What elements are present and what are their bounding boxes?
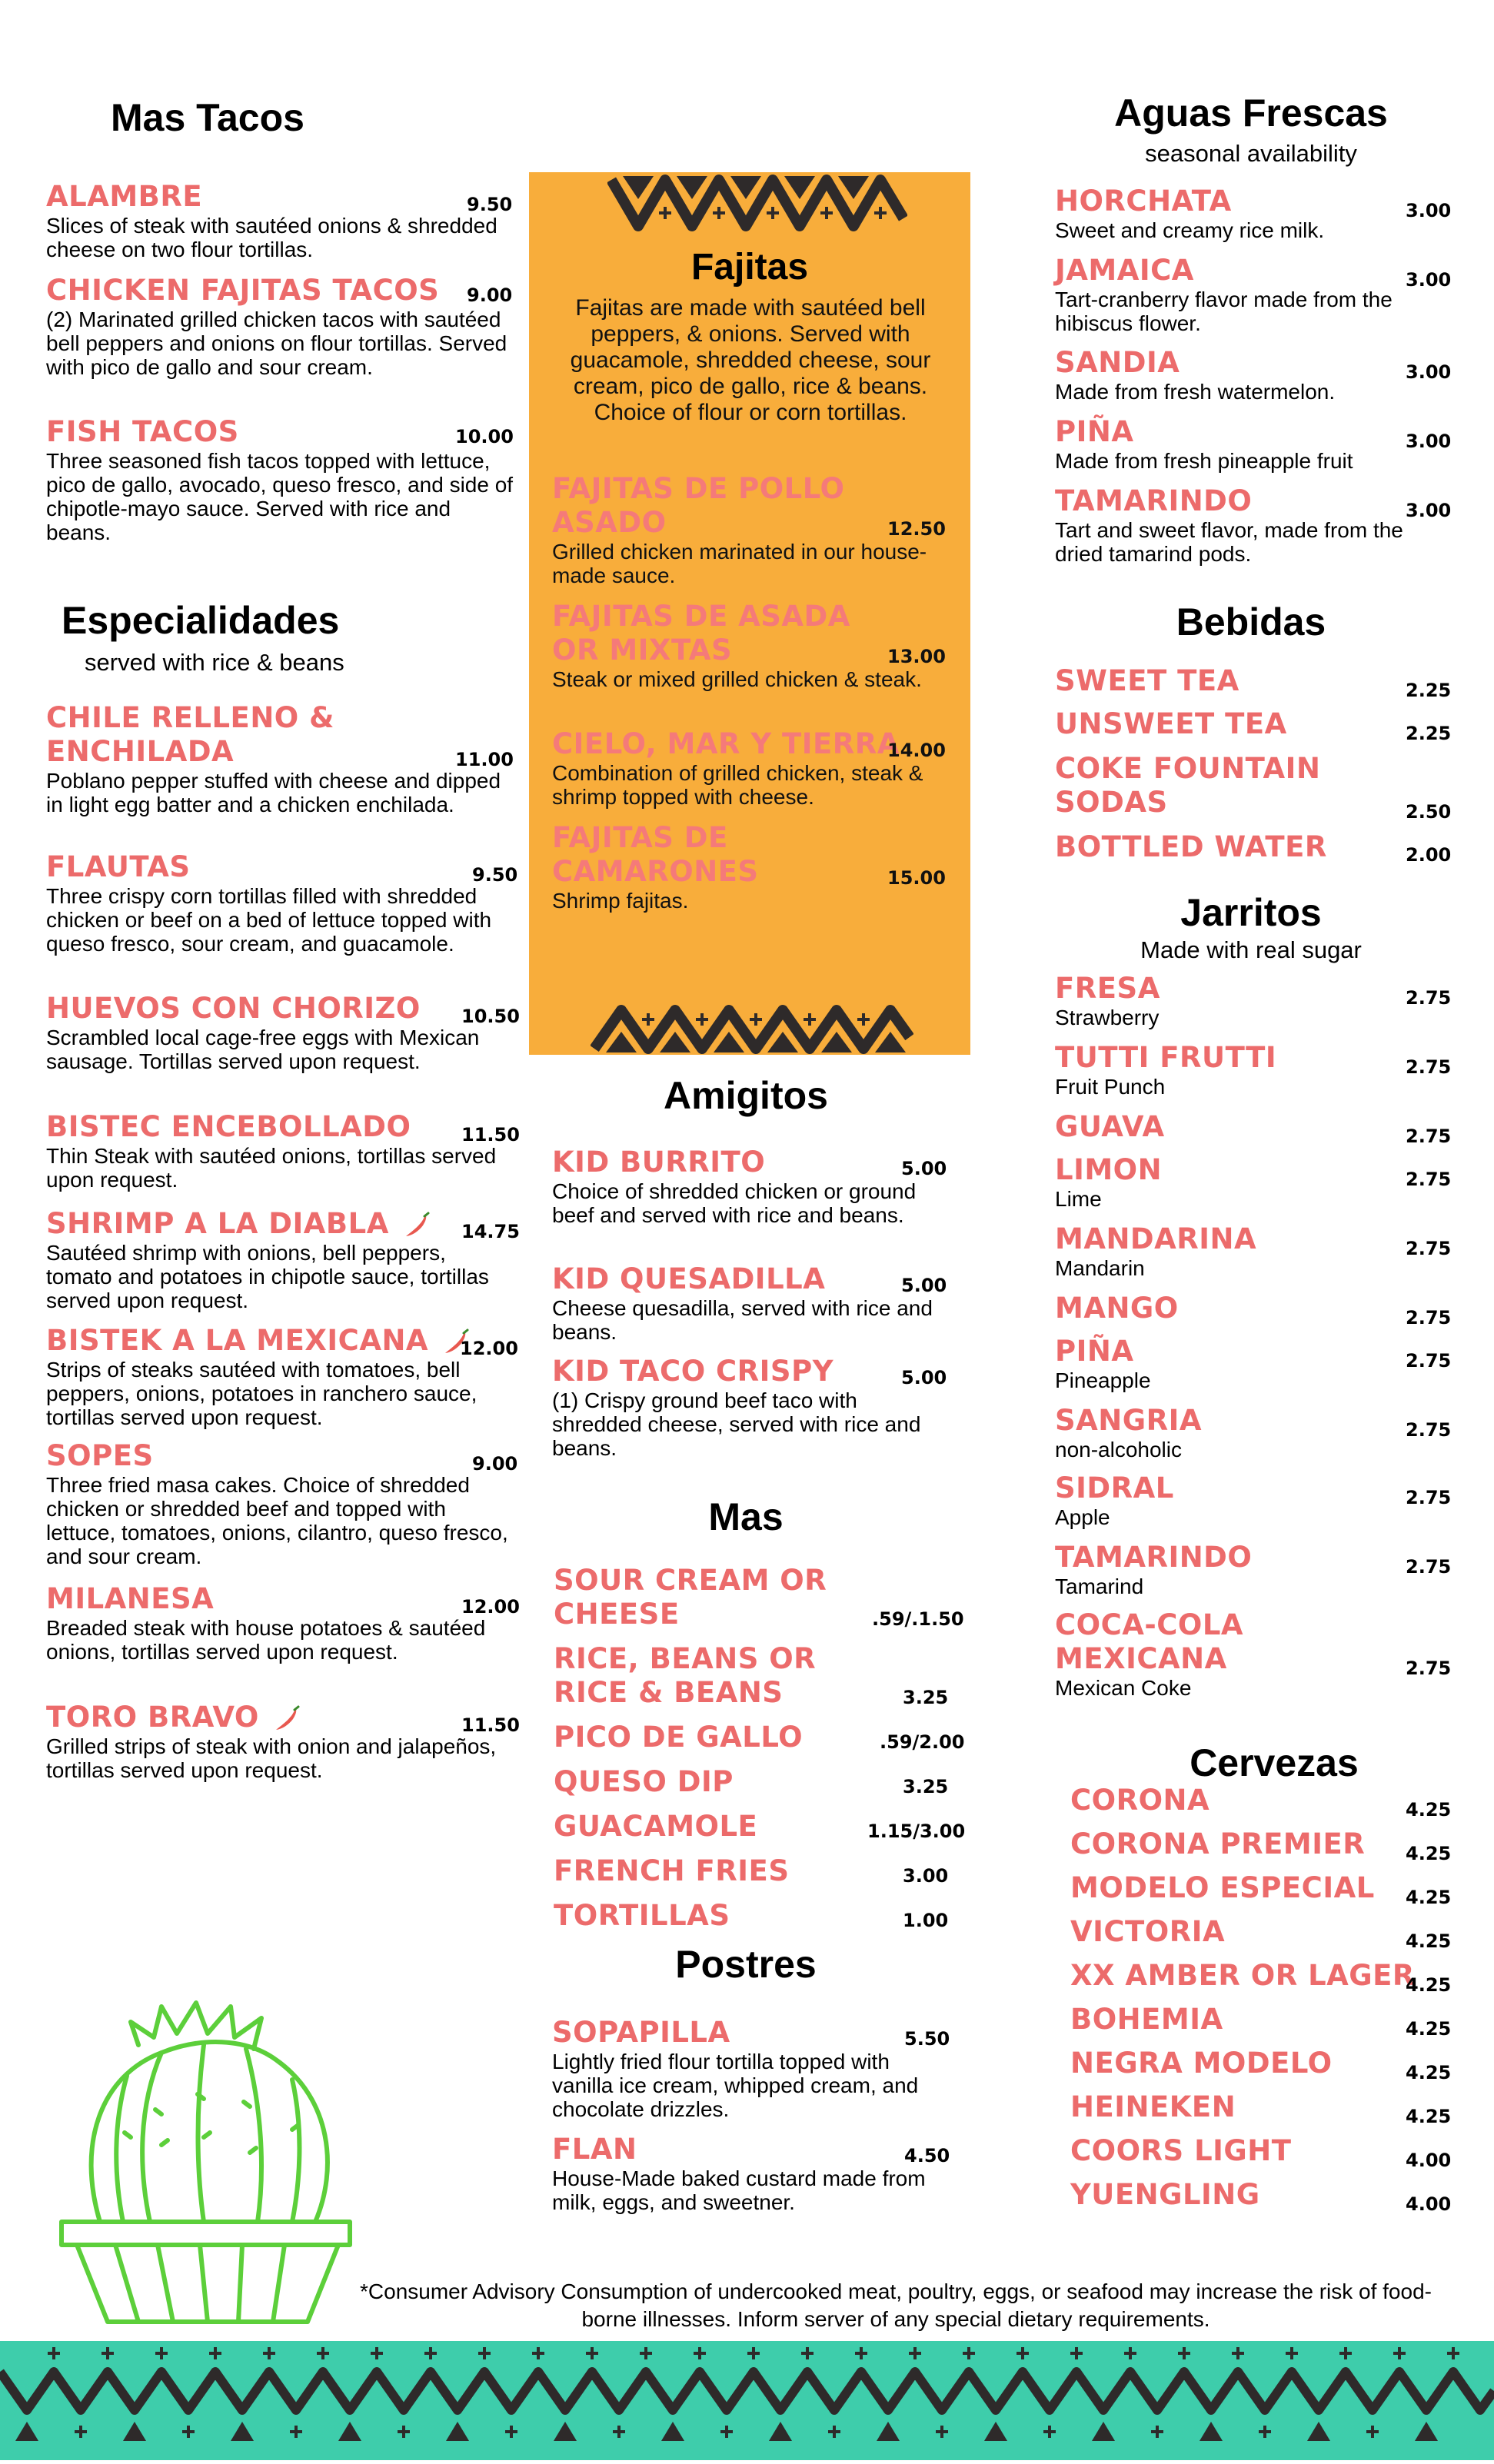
item-name: RICE, BEANS OR RICE & BEANS (554, 1642, 817, 1709)
menu-item (1055, 664, 1452, 701)
item-desc: Three seasoned fish tacos topped with lettuce, pico de gallo, avocado, queso fresco, and side of chipotle-mayo sauce. Served with rice and beans. (46, 449, 514, 544)
item-price: 12.00 (460, 1338, 518, 1359)
item-desc: Strawberry (1055, 1006, 1160, 1029)
item-name: JAMAICA (1055, 254, 1194, 287)
section-title-especialidades: Especialidades (62, 599, 340, 642)
item-desc: Apple (1055, 1505, 1110, 1529)
item-name: COORS LIGHT (1070, 2134, 1292, 2167)
item-price: .59/.1.50 (872, 1608, 964, 1630)
item-name: MANGO (1055, 1292, 1179, 1325)
item-desc: Lightly fried flour tortilla topped with vanilla ice cream, whipped cream, and chocolate drizzles. (552, 2050, 919, 2121)
item-name: KID QUESADILLA (552, 1262, 826, 1295)
item-desc: Made from fresh watermelon. (1055, 380, 1336, 404)
item-price: 9.50 (467, 194, 513, 215)
item-desc: Mexican Coke (1055, 1676, 1192, 1700)
section-title-jarritos: Jarritos (1180, 891, 1322, 934)
menu-item (1055, 1110, 1452, 1147)
item-name: BISTEK A LA MEXICANA (46, 1324, 515, 1358)
item-price: 5.00 (901, 1158, 947, 1179)
item-desc: Pineapple (1055, 1368, 1151, 1392)
item-price: 9.00 (467, 284, 513, 306)
menu-item (1070, 2134, 1455, 2171)
item-price: 2.75 (1406, 1056, 1452, 1078)
menu-item (1055, 484, 1452, 566)
item-name: SIDRAL (1055, 1471, 1174, 1505)
item-price: 3.00 (1406, 500, 1452, 521)
section-title-aguas-frescas: Aguas Frescas (1114, 91, 1388, 135)
item-price: 1.00 (903, 1910, 949, 1931)
item-name: KID BURRITO (552, 1146, 766, 1179)
item-name: FAJITAS DE CAMARONES (552, 821, 759, 888)
item-name: TAMARINDO (1055, 484, 1253, 517)
menu-item (552, 2016, 952, 2121)
item-price: 4.25 (1406, 1843, 1452, 1864)
chili-pepper-icon (403, 1212, 431, 1239)
item-name: ALAMBRE (46, 180, 203, 213)
item-name: FISH TACOS (46, 415, 239, 448)
menu-item (46, 1439, 518, 1568)
menu-item (46, 180, 515, 261)
menu-item (46, 701, 515, 816)
menu-item (1055, 1335, 1452, 1392)
item-price: 10.00 (455, 426, 514, 447)
section-title-amigitos: Amigitos (664, 1074, 828, 1117)
item-name: FAJITAS DE POLLO ASADO (552, 472, 845, 539)
item-name: QUESO DIP (554, 1765, 734, 1798)
zigzag-pattern-bottom (591, 1003, 913, 1055)
item-name: SANDIA (1055, 346, 1180, 379)
menu-item (554, 1564, 964, 1631)
item-name: PIÑA (1055, 415, 1134, 448)
menu-item (1055, 1608, 1452, 1700)
menu-item (46, 1110, 520, 1192)
item-price: 10.50 (461, 1006, 520, 1027)
menu-item (1055, 752, 1452, 823)
item-name: COKE FOUNTAIN SODAS (1055, 752, 1321, 819)
section-title-fajitas: Fajitas (690, 247, 809, 288)
item-price: 3.00 (1406, 200, 1452, 221)
menu-item (1055, 1541, 1452, 1598)
menu-item (552, 1146, 952, 1227)
item-price: 2.75 (1406, 1307, 1452, 1328)
item-price: 4.50 (904, 2145, 950, 2166)
item-desc: Tamarind (1055, 1574, 1144, 1598)
item-name: NEGRA MODELO (1070, 2047, 1333, 2080)
item-price: 2.75 (1406, 1169, 1452, 1190)
item-price: 2.75 (1406, 1419, 1452, 1441)
menu-item (1055, 1292, 1452, 1328)
item-desc: Slices of steak with sautéed onions & shredded cheese on two flour tortillas. (46, 214, 497, 261)
item-price: 15.00 (887, 867, 946, 889)
menu-item (1055, 830, 1452, 866)
chili-pepper-icon (273, 1705, 301, 1733)
item-desc: Sweet and creamy rice milk. (1055, 218, 1325, 242)
menu-item (46, 1207, 520, 1312)
item-name: BISTEC ENCEBOLLADO (46, 1110, 411, 1143)
item-name: SOUR CREAM OR CHEESE (554, 1564, 827, 1631)
menu-item (552, 2133, 952, 2214)
item-name: HEINEKEN (1070, 2090, 1236, 2123)
menu-item (554, 1899, 953, 1933)
item-price: 3.00 (1406, 269, 1452, 291)
item-price: 5.00 (901, 1275, 947, 1296)
item-price: 14.75 (461, 1221, 520, 1242)
item-price: 3.25 (903, 1776, 949, 1797)
item-name: COCA-COLA MEXICANA (1055, 1608, 1244, 1675)
item-price: 9.00 (472, 1453, 518, 1475)
item-name: XX AMBER OR LAGER (1070, 1959, 1415, 1992)
item-name: TUTTI FRUTTI (1055, 1041, 1277, 1074)
item-name: MODELO ESPECIAL (1070, 1871, 1375, 1904)
menu-item (1055, 1471, 1452, 1529)
item-price: 9.50 (472, 864, 518, 886)
cactus-illustration (46, 1991, 369, 2329)
item-price: 5.50 (904, 2028, 950, 2050)
item-desc: Lime (1055, 1187, 1102, 1211)
item-desc: Fruit Punch (1055, 1075, 1166, 1099)
menu-item (552, 821, 944, 913)
item-price: 13.00 (887, 646, 946, 667)
item-name: GUAVA (1055, 1110, 1165, 1143)
item-desc: House-Made baked custard made from milk, eggs, and sweetner. (552, 2166, 926, 2214)
section-title-mas-tacos: Mas Tacos (111, 96, 304, 139)
item-name: PICO DE GALLO (554, 1721, 804, 1754)
item-price: 2.75 (1406, 1487, 1452, 1508)
item-name: TORO BRAVO (46, 1701, 515, 1734)
item-price: 11.00 (455, 749, 514, 770)
item-name: MANDARINA (1055, 1222, 1257, 1255)
section-title-postres: Postres (675, 1943, 817, 1986)
section-subtitle: seasonal availability (1145, 140, 1357, 167)
menu-item (552, 727, 944, 809)
item-price: .59/2.00 (880, 1731, 965, 1753)
item-desc: non-alcoholic (1055, 1438, 1182, 1461)
item-name: CHICKEN FAJITAS TACOS (46, 274, 440, 307)
item-price: 4.25 (1406, 1887, 1452, 1908)
menu-item (1070, 2003, 1455, 2040)
item-desc: Grilled strips of steak with onion and jalapeños, tortillas served upon request. (46, 1734, 497, 1782)
item-name: SHRIMP A LA DIABLA (46, 1207, 515, 1241)
menu-item (46, 850, 518, 956)
item-name: VICTORIA (1070, 1915, 1226, 1948)
item-desc: Three crispy corn tortillas filled with shredded chicken or beef on a bed of lettuce topped with queso fresco, sour cream, and guacamole. (46, 884, 492, 956)
item-name: KID TACO CRISPY (552, 1355, 834, 1388)
menu-item (1070, 2178, 1455, 2215)
section-title-bebidas: Bebidas (1176, 600, 1326, 643)
item-price: 4.25 (1406, 1974, 1452, 1996)
item-name: CORONA PREMIER (1070, 1827, 1366, 1860)
item-price: 2.75 (1406, 1556, 1452, 1578)
item-desc: Thin Steak with sautéed onions, tortillas served upon request. (46, 1144, 497, 1192)
fajitas-box (529, 172, 970, 1055)
item-name: BOHEMIA (1070, 2003, 1223, 2036)
menu-item (1055, 707, 1452, 744)
item-price: 2.75 (1406, 1658, 1452, 1679)
menu-item (554, 1721, 965, 1754)
item-name: SANGRIA (1055, 1404, 1203, 1437)
menu-item (1055, 1222, 1452, 1280)
item-name: HUEVOS CON CHORIZO (46, 992, 421, 1025)
item-desc: Scrambled local cage-free eggs with Mexican sausage. Tortillas served upon request. (46, 1026, 480, 1073)
menu-item (552, 472, 944, 587)
item-name: HORCHATA (1055, 185, 1232, 218)
menu-item (1055, 1041, 1452, 1099)
menu-item (1070, 1959, 1455, 1996)
item-desc: Shrimp fajitas. (552, 889, 689, 913)
menu-item (1055, 346, 1452, 404)
section-title-cervezas: Cervezas (1190, 1741, 1359, 1784)
item-price: 4.25 (1406, 2018, 1452, 2040)
item-name: FRENCH FRIES (554, 1854, 790, 1887)
section-subtitle: Made with real sugar (1140, 936, 1362, 963)
item-desc: Mandarin (1055, 1256, 1145, 1280)
zigzag-pattern-footer (0, 2341, 1494, 2460)
item-price: 4.25 (1406, 2106, 1452, 2127)
zigzag-pattern-top (607, 172, 907, 234)
item-price: 3.00 (1406, 431, 1452, 452)
menu-item (552, 1262, 952, 1344)
item-desc: (1) Crispy ground beef taco with shredded cheese, served with rice and beans. (552, 1388, 921, 1460)
item-desc: Tart and sweet flavor, made from the dried tamarind pods. (1055, 518, 1403, 566)
menu-item (46, 274, 515, 379)
menu-item (1055, 1153, 1452, 1211)
item-name: CIELO, MAR Y TIERRA (552, 727, 900, 760)
menu-item (554, 1854, 953, 1888)
item-price: 2.75 (1406, 1238, 1452, 1259)
menu-item (1070, 2090, 1455, 2127)
item-name: TORTILLAS (554, 1899, 730, 1932)
menu-item (1055, 254, 1452, 335)
item-name: MILANESA (46, 1582, 215, 1615)
item-name: FLAUTAS (46, 850, 191, 883)
menu-item (554, 1642, 953, 1710)
item-price: 2.25 (1406, 723, 1452, 744)
fajitas-intro: Fajitas are made with sautéed bell peppers, & onions. Served with guacamole, shredded cheese, sour cream, pico de gallo, rice & beans. Choice of flour or corn tortillas. (570, 295, 931, 425)
item-price: 2.50 (1406, 801, 1452, 823)
section-title-mas: Mas (708, 1495, 784, 1538)
menu-item (552, 1355, 952, 1460)
consumer-advisory: *Consumer Advisory Consumption of undercooked meat, poultry, eggs, or seafood may increase the risk of food-borne illnesses. Inform server of any special dietary requirements. (360, 2279, 1432, 2331)
item-price: 11.50 (461, 1714, 520, 1736)
menu-item (46, 415, 515, 544)
item-price: 4.00 (1406, 2150, 1452, 2171)
item-name: CHILE RELLENO & ENCHILADA (46, 701, 334, 768)
menu-item (552, 600, 944, 691)
item-name: YUENGLING (1070, 2178, 1260, 2211)
item-name: TAMARINDO (1055, 1541, 1253, 1574)
item-name: GUACAMOLE (554, 1810, 758, 1843)
item-name: FRESA (1055, 972, 1160, 1005)
item-price: 12.00 (461, 1596, 520, 1618)
menu-item (1055, 185, 1452, 242)
item-desc: Choice of shredded chicken or ground beef and served with rice and beans. (552, 1179, 917, 1227)
item-name: UNSWEET TEA (1055, 707, 1287, 740)
item-desc: Combination of grilled chicken, steak & shrimp topped with cheese. (552, 761, 923, 809)
menu-item (46, 1324, 518, 1429)
item-desc: Three fried masa cakes. Choice of shredded chicken or shredded beef and topped with lettuce, tomatoes, onions, cilantro, queso fresco, and sour cream. (46, 1473, 508, 1568)
menu-item (1070, 1871, 1455, 1908)
item-desc: Breaded steak with house potatoes & sautéed onions, tortillas served upon request. (46, 1616, 486, 1664)
menu-item (554, 1765, 953, 1799)
menu-item (1055, 972, 1452, 1029)
item-price: 3.00 (1406, 361, 1452, 383)
item-price: 11.50 (461, 1124, 520, 1146)
item-price: 1.15/3.00 (867, 1821, 966, 1842)
item-desc: Made from fresh pineapple fruit (1055, 449, 1353, 473)
item-desc: Grilled chicken marinated in our house-made sauce. (552, 540, 927, 587)
item-name: CORONA (1070, 1784, 1210, 1817)
menu-item (46, 1582, 520, 1664)
item-desc: Strips of steaks sautéed with tomatoes, bell peppers, onions, potatoes in ranchero sauce, tortillas served upon request. (46, 1358, 477, 1429)
menu-item (554, 1810, 966, 1844)
menu-item (1070, 1827, 1455, 1864)
item-price: 3.25 (903, 1687, 949, 1708)
menu-item (1070, 1784, 1455, 1821)
item-desc: Tart-cranberry flavor made from the hibiscus flower. (1055, 288, 1393, 335)
bottom-decorative-band (0, 2341, 1494, 2460)
item-desc: Sautéed shrimp with onions, bell peppers, tomato and potatoes in chipotle sauce, tortillas served upon request. (46, 1241, 489, 1312)
item-name: PIÑA (1055, 1335, 1134, 1368)
item-price: 2.75 (1406, 1126, 1452, 1147)
item-desc: Poblano pepper stuffed with cheese and dipped in light egg batter and a chicken enchilada. (46, 769, 501, 816)
item-price: 4.25 (1406, 1930, 1452, 1952)
menu-item (1070, 1915, 1455, 1952)
item-name: FAJITAS DE ASADA OR MIXTAS (552, 600, 850, 667)
item-price: 2.75 (1406, 987, 1452, 1009)
item-name: SWEET TEA (1055, 664, 1239, 697)
item-price: 4.25 (1406, 2062, 1452, 2083)
item-price: 5.00 (901, 1367, 947, 1388)
menu-item (46, 992, 520, 1073)
item-name: LIMON (1055, 1153, 1163, 1186)
menu-item (1055, 1404, 1452, 1461)
item-desc: (2) Marinated grilled chicken tacos with sautéed bell peppers and onions on flour tortillas. Served with pico de gallo and sour cream. (46, 308, 507, 379)
item-price: 3.00 (903, 1865, 949, 1887)
item-name: SOPES (46, 1439, 154, 1472)
item-price: 4.00 (1406, 2193, 1452, 2215)
item-name: BOTTLED WATER (1055, 830, 1327, 863)
item-name: SOPAPILLA (552, 2016, 730, 2049)
item-price: 14.00 (887, 740, 946, 761)
item-name: FLAN (552, 2133, 637, 2166)
item-price: 2.25 (1406, 680, 1452, 701)
menu-item (46, 1701, 520, 1782)
item-price: 12.50 (887, 518, 946, 540)
section-subtitle: served with rice & beans (85, 649, 344, 676)
menu-item (1055, 415, 1452, 473)
menu-item (1070, 2047, 1455, 2083)
item-price: 2.00 (1406, 844, 1452, 866)
item-desc: Cheese quesadilla, served with rice and beans. (552, 1296, 933, 1344)
item-price: 4.25 (1406, 1799, 1452, 1821)
item-price: 2.75 (1406, 1350, 1452, 1372)
item-desc: Steak or mixed grilled chicken & steak. (552, 667, 922, 691)
